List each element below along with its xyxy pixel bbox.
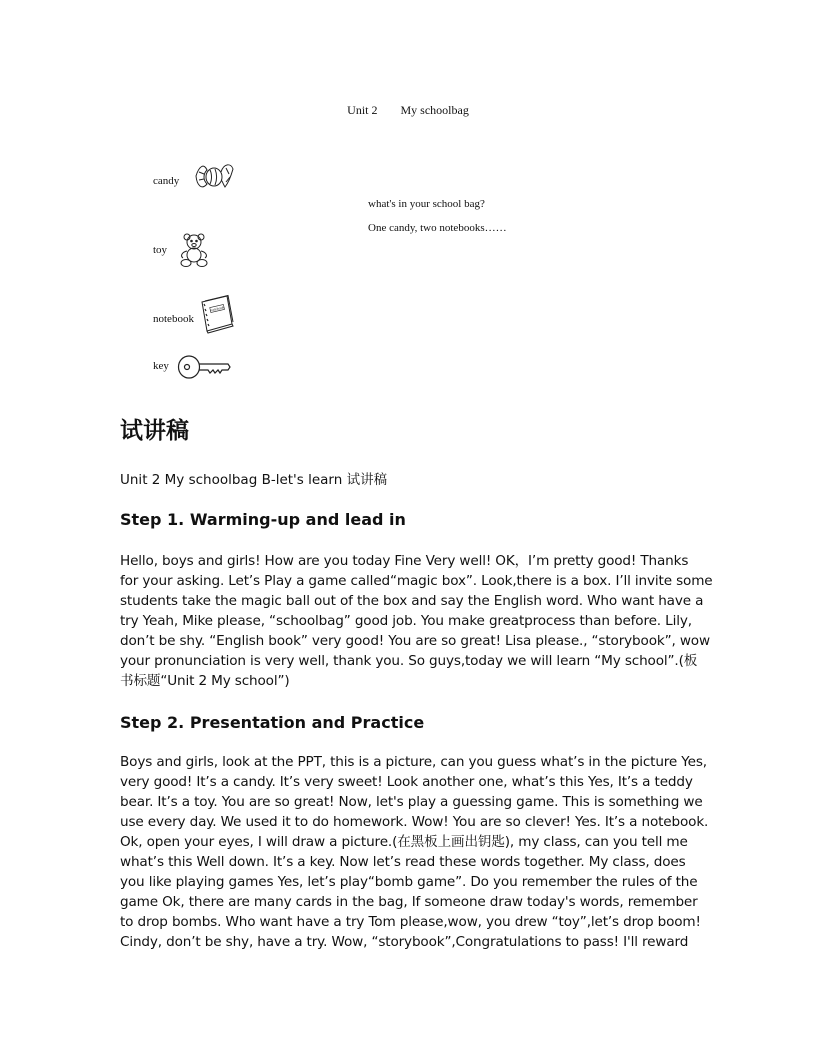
step2-title: Step 2. Presentation and Practice: [120, 713, 425, 732]
paragraph-line: Boys and girls, look at the PPT, this is a picture, can you guess what’s in the picture Yes,: [120, 754, 707, 770]
paragraph-line: Ok, open your eyes, I will draw a picture.(在黑板上画出钥匙), my class, can you tell me: [120, 834, 688, 850]
dialog-answer: One candy, two notebooks……: [368, 222, 507, 234]
board-topic: My schoolbag: [400, 103, 469, 117]
vocab-word: toy: [153, 244, 168, 256]
candy-icon: [193, 160, 235, 192]
paragraph-line: Cindy, don’t be shy, have a try. Wow, “storybook”,Congratulations to pass! I'll reward: [120, 934, 689, 950]
board-unit: Unit 2: [347, 103, 378, 117]
paragraph-line: you like playing games Yes, let’s play“bomb game”. Do you remember the rules of the: [120, 874, 698, 890]
paragraph-line: game Ok, there are many cards in the bag, If someone draw today's words, remember: [120, 894, 698, 910]
paragraph-line: to drop bombs. Who want have a try Tom please,wow, you drew “toy”,let’s drop boom!: [120, 914, 701, 930]
teddy-bear-icon: [175, 232, 215, 268]
notebook-cover-label: notebook: [209, 305, 225, 313]
step2-paragraph: [120, 752, 709, 952]
paragraph-line: 书标题“Unit 2 My school”): [120, 673, 290, 689]
paragraph-line: your pronunciation is very well, thank you. So guys,today we will learn “My school”.(板: [120, 653, 698, 669]
paragraph-line: try Yeah, Mike please, “schoolbag” good job. You make greatprocess than before. Lily,: [120, 613, 692, 629]
vocab-word: notebook: [153, 313, 194, 325]
paragraph-line: bear. It’s a toy. You are so great! Now, let's play a guessing game. This is something we: [120, 794, 703, 810]
step1-paragraph: [120, 551, 713, 691]
paragraph-line: Hello, boys and girls! How are you today Fine Very well! OK，I’m pretty good! Thanks: [120, 553, 689, 569]
paragraph-line: for your asking. Let’s Play a game called“magic box”. Look,there is a box. I’ll invite some: [120, 573, 713, 589]
dialog-question: what's in your school bag?: [368, 198, 485, 210]
paragraph-line: don’t be shy. “English book” very good! You are so great! Lisa please., “storybook”, wow: [120, 633, 710, 649]
paragraph-line: very good! It’s a candy. It’s very sweet! Look another one, what’s this Yes, It’s a teddy: [120, 774, 693, 790]
vocab-word: candy: [153, 175, 180, 187]
paragraph-line: use every day. We used it to do homework. Wow! You are so clever! Yes. It’s a notebook.: [120, 814, 709, 830]
vocab-word: key: [153, 360, 169, 372]
lesson-subtitle: Unit 2 My schoolbag B-let's learn 试讲稿: [120, 472, 388, 488]
page-heading: 试讲稿: [120, 418, 189, 444]
step1-title: Step 1. Warming-up and lead in: [120, 510, 406, 529]
paragraph-line: students take the magic ball out of the box and say the English word. Who want have a: [120, 593, 704, 609]
board-title: [0, 103, 816, 118]
notebook-icon: [199, 294, 235, 334]
paragraph-line: what’s this Well down. It’s a key. Now let’s read these words together. My class, does: [120, 854, 686, 870]
key-icon: [177, 354, 231, 380]
